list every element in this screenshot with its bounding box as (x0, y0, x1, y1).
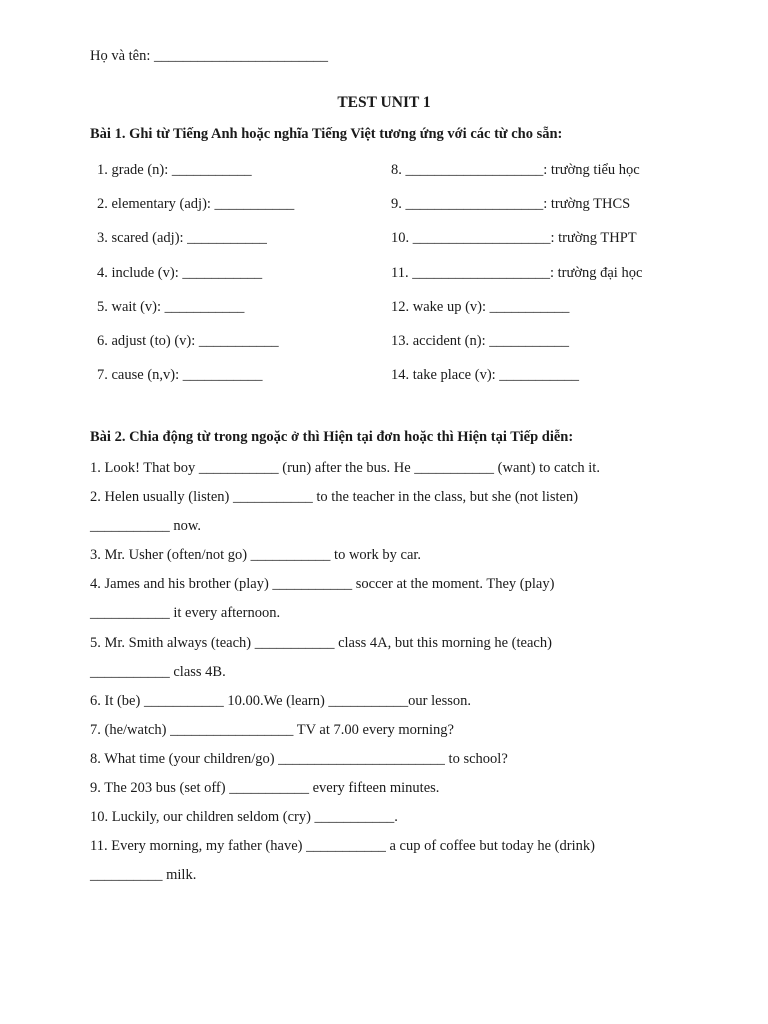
exercise-line: 10. Luckily, our children seldom (cry) ___________. (90, 809, 398, 826)
vocab-item: 8. ___________________: trường tiểu học (391, 162, 640, 178)
exercise-line: 6. It (be) ___________ 10.00.We (learn) ___________our lesson. (90, 692, 472, 709)
exercise-line: 4. James and his brother (play) ___________ soccer at the moment. They (play) (90, 576, 555, 593)
vocab-item: 9. ___________________: trường THCS (391, 196, 631, 213)
vocab-item: 3. scared (adj): ___________ (97, 230, 267, 247)
exercise-line: ___________ now. (90, 518, 202, 535)
vocab-item: 5. wait (v): ___________ (97, 298, 245, 315)
exercise-line: 7. (he/watch) _________________ TV at 7.00 every morning? (90, 721, 454, 738)
vocab-item: 13. accident (n): ___________ (391, 332, 569, 349)
exercise-line: 9. The 203 bus (set off) ___________ every fifteen minutes. (90, 780, 440, 797)
exercise-line: 8. What time (your children/go) _______________________ to school? (90, 750, 508, 767)
student-name-line: Họ và tên: ________________________ (90, 48, 329, 64)
exercise-line: 2. Helen usually (listen) ___________ to the teacher in the class, but she (not listen) (90, 489, 579, 506)
page-title: TEST UNIT 1 (337, 94, 431, 111)
vocab-item: 1. grade (n): ___________ (97, 162, 252, 178)
vocab-item: 10. ___________________: trường THPT (391, 230, 637, 247)
exercise-line: ___________ it every afternoon. (90, 605, 281, 622)
exercise-line: 5. Mr. Smith always (teach) ___________ class 4A, but this morning he (teach) (90, 634, 552, 651)
vocab-item: 11. ___________________: trường đại học (391, 264, 643, 281)
vocab-column-left (97, 160, 294, 399)
exercise-line: 3. Mr. Usher (often/not go) ___________ to work by car. (90, 547, 422, 564)
exercise-list (90, 458, 690, 894)
section2-heading: Bài 2. Chia động từ trong ngoặc ở thì Hiện tại đơn hoặc thì Hiện tại Tiếp diễn: (90, 429, 574, 445)
exercise-line: 1. Look! That boy ___________ (run) after the bus. He ___________ (want) to catch it. (90, 460, 600, 476)
exercise-line: 11. Every morning, my father (have) ___________ a cup of coffee but today he (drink) (90, 838, 595, 855)
vocab-item: 2. elementary (adj): ___________ (97, 196, 295, 213)
exercise-line: ___________ class 4B. (90, 663, 226, 680)
exercise-line: __________ milk. (90, 867, 197, 884)
vocab-item: 12. wake up (v): ___________ (391, 298, 570, 315)
section1-heading: Bài 1. Ghi từ Tiếng Anh hoặc nghĩa Tiếng Việt tương ứng với các từ cho sẵn: (90, 126, 563, 142)
vocab-item: 7. cause (n,v): ___________ (97, 367, 263, 384)
vocab-column-right (391, 160, 642, 399)
vocab-item: 14. take place (v): ___________ (391, 367, 580, 384)
vocab-item: 6. adjust (to) (v): ___________ (97, 332, 279, 349)
vocab-item: 4. include (v): ___________ (97, 264, 263, 281)
